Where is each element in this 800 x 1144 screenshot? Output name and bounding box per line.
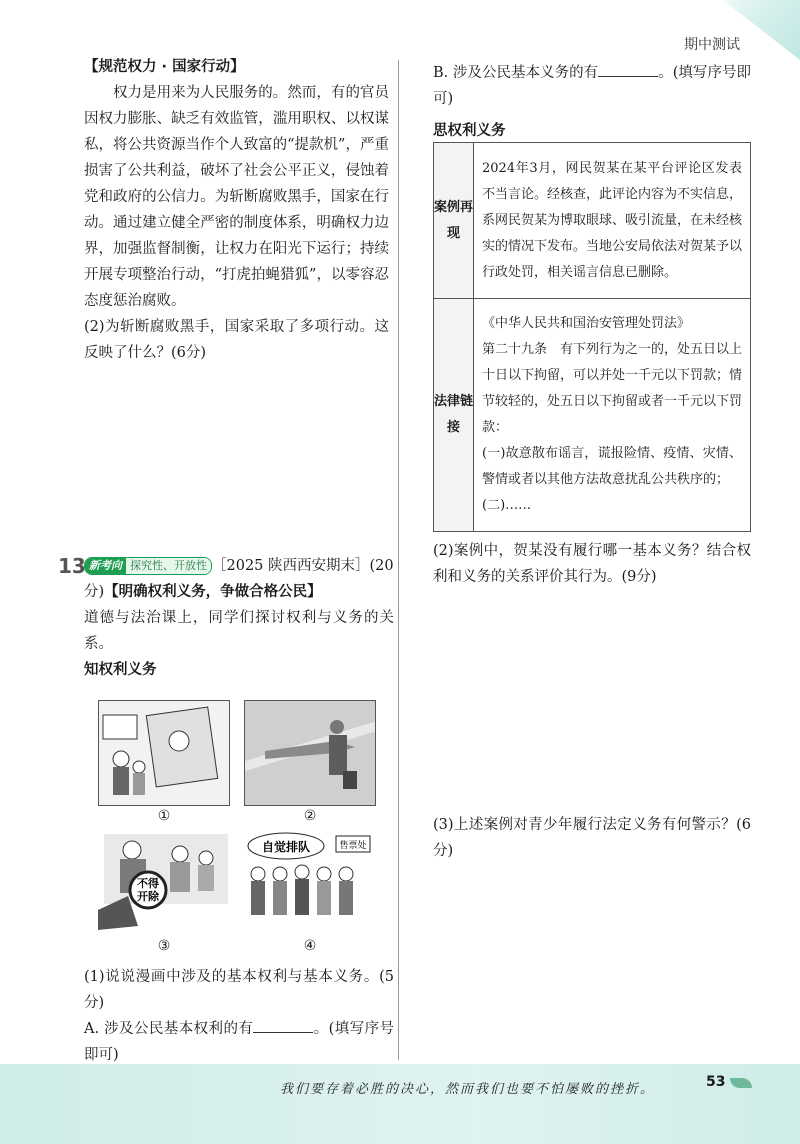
comic-4-caption: ④ — [303, 938, 317, 954]
comic-2 — [244, 700, 376, 806]
sub-title-think: 思权利义务 — [433, 123, 506, 139]
question-2-left: (2)为斩断腐败黑手，国家采取了多项行动。这反映了什么？(6分) — [84, 319, 389, 361]
new-direction-badge: 新考向 探究性、开放性 — [84, 557, 212, 575]
law-text — [474, 299, 751, 532]
left-column — [84, 54, 389, 366]
option-a: A. 涉及公民基本权利的有 。(填写序号即可) — [84, 1021, 394, 1063]
comic-4-bubble-text: 自觉排队 — [261, 840, 311, 854]
comic-4-sign-text: 售票处 — [339, 841, 367, 851]
case-text: 2024年3月，网民贺某在某平台评论区发表不当言论。经核查，此评论内容为不实信息，系网民贺某为博取眼球、吸引流量，在未经核实的情况下发布。当地公安局依法对贺某予以行政处罚，相关谣言信息已删除。 — [474, 143, 751, 299]
comic-3-sign-text: 不得 — [137, 877, 159, 890]
comic-3-caption: ③ — [157, 938, 171, 954]
comic-grid — [98, 700, 376, 960]
svg-text:开除: 开除 — [137, 890, 159, 903]
question-13 — [58, 553, 394, 683]
question-13-header — [84, 553, 394, 579]
question-3: (3)上述案例对青少年履行法定义务有何警示？(6分) — [433, 817, 751, 859]
comic-4-illustration — [244, 830, 376, 936]
law-item-1: (一)故意散布谣言，谎报险情、疫情、灾情、警情或者以其他方法故意扰乱公共秩序的； — [482, 446, 742, 487]
question-number: 13 — [58, 554, 86, 578]
question-1: (1)说说漫画中涉及的基本权利与基本义务。(5分) — [84, 969, 394, 1011]
material-paragraph: 权力是用来为人民服务的。然而，有的官员因权力膨胀、缺乏有效监管，滥用职权、以权谋私，将公共资源当作个人致富的“提款机”，严重损害了公共利益，破坏了社会公平正义，侵蚀着党和政府的公信力。为斩断腐败黑手，国家在行动。通过建立健全严密的制度体系，明确权力边界，加强监督制衡，让权力在阳光下运行；持续开展专项整治行动，“打虎拍蝇猎狐”，以零容忍态度惩治腐败。 — [84, 85, 389, 309]
column-divider — [398, 60, 399, 1060]
comic-4 — [244, 830, 376, 936]
law-label: 法律链接 — [434, 299, 474, 532]
answer-blank-a[interactable] — [253, 1019, 313, 1033]
comic-1-caption: ① — [157, 808, 171, 824]
comic-1-illustration — [99, 701, 230, 806]
footer-motto: 我们要存着必胜的决心，然而我们也要不怕屡败的挫折。 — [280, 1082, 656, 1097]
comic-3 — [98, 830, 230, 936]
leaf-icon — [730, 1078, 752, 1088]
question-source: ［2025 陕西西安期末］(20 — [212, 558, 394, 574]
section-title: 【规范权力 · 国家行动】 — [84, 59, 245, 75]
question-2-right: (2)案例中，贺某没有履行哪一基本义务？结合权利和义务的关系评价其行为。(9分) — [433, 543, 751, 585]
section-tag: 期中测试 — [684, 37, 740, 53]
page-number: 53 — [706, 1074, 726, 1090]
comic-1 — [98, 700, 230, 806]
comic-2-caption: ② — [303, 808, 317, 824]
right-column — [433, 60, 751, 144]
question-13-part1 — [84, 964, 394, 1068]
question-13-title: 【明确权利义务，争做合格公民】 — [104, 584, 322, 600]
case-table — [433, 142, 751, 532]
comic-3-illustration — [98, 830, 230, 936]
law-title: 《中华人民共和国治安管理处罚法》 — [482, 316, 691, 331]
law-item-2: (二)…… — [482, 498, 532, 513]
law-article: 第二十九条 有下列行为之一的，处五日以上十日以下拘留，可以并处一千元以下罚款；情节较轻的，处五日以下拘留或者一千元以下罚款： — [482, 342, 743, 435]
option-b: B. 涉及公民基本义务的有 。(填写序号即可) — [433, 65, 751, 107]
answer-blank-b[interactable] — [598, 63, 658, 77]
question-13-intro: 道德与法治课上，同学们探讨权利与义务的关系。 — [84, 610, 394, 652]
case-label: 案例再现 — [434, 143, 474, 299]
footer — [0, 1064, 800, 1144]
sub-title-know: 知权利义务 — [84, 662, 157, 678]
question-13-title-line — [84, 579, 394, 605]
score-continuation: 分) — [84, 584, 105, 600]
comic-2-illustration — [245, 701, 376, 806]
